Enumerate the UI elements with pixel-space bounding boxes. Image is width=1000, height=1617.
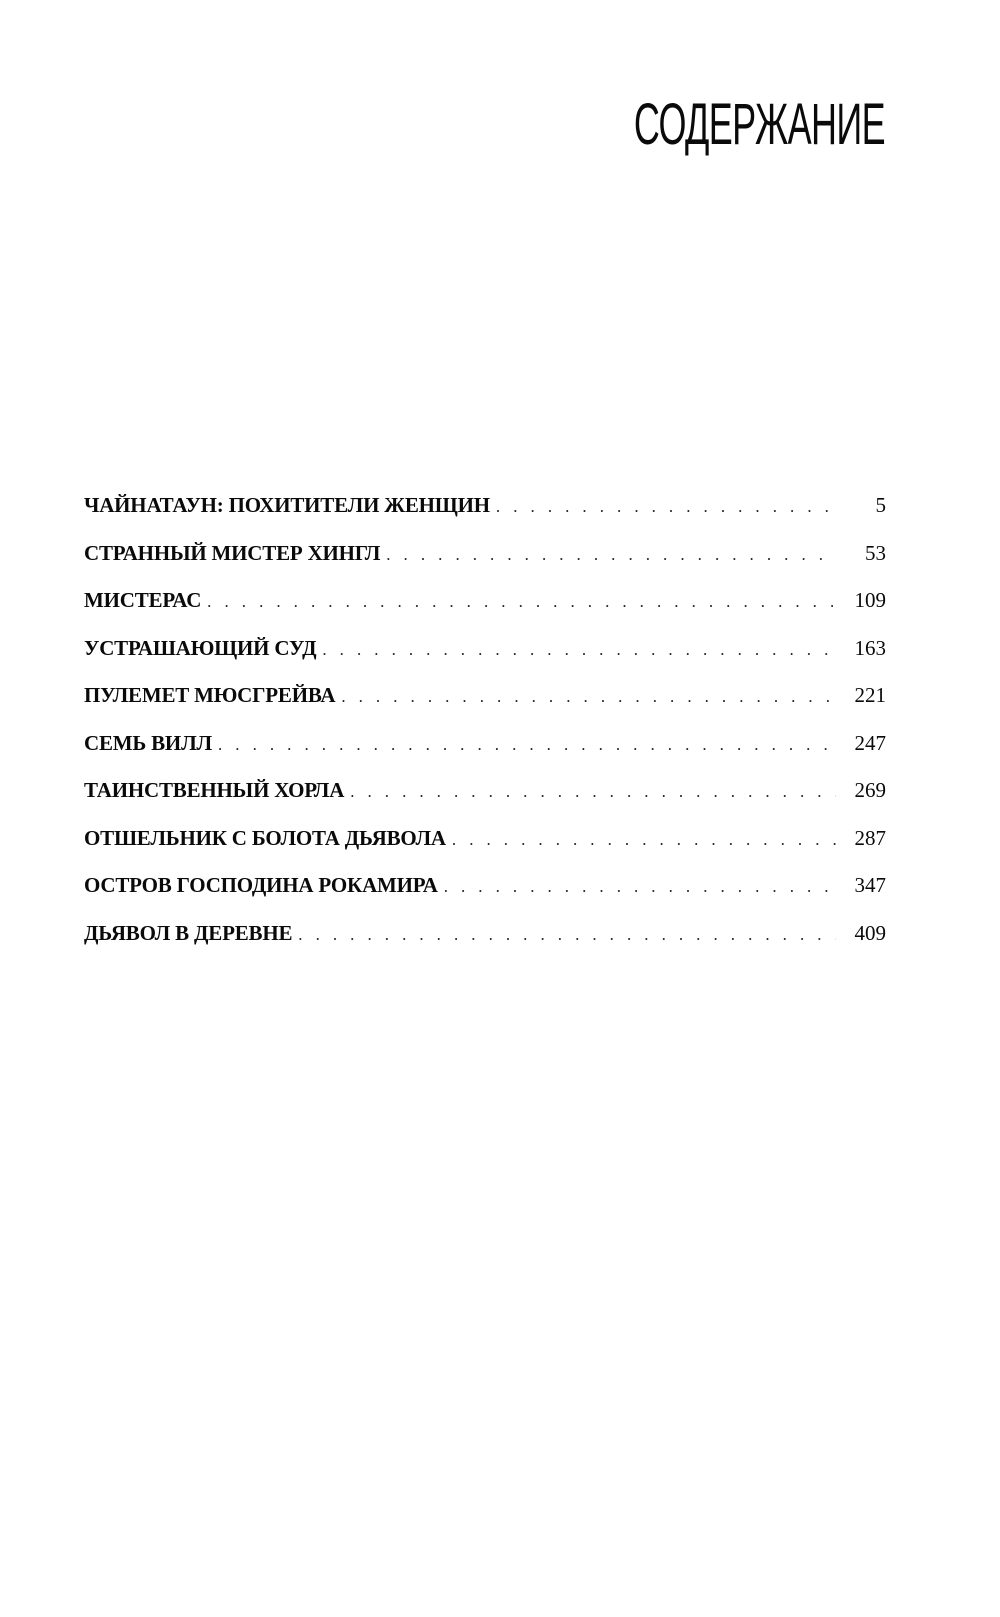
toc-entry-title: УСТРАШАЮЩИЙ СУД [84, 635, 317, 660]
toc-entry-title: ДЬЯВОЛ В ДЕРЕВНЕ [84, 920, 293, 945]
dot-leader [350, 779, 836, 805]
toc-entry [84, 872, 886, 920]
toc-entry-title: ОТШЕЛЬНИК С БОЛОТА ДЬЯВОЛА [84, 825, 446, 850]
toc-entry [84, 920, 886, 968]
dot-leader [207, 589, 836, 615]
dot-leader [452, 827, 836, 853]
toc-entry-title: ПУЛЕМЕТ МЮСГРЕЙВА [84, 683, 336, 707]
toc-entry-title: СЕМЬ ВИЛЛ [84, 730, 212, 755]
table-of-contents [84, 492, 886, 967]
dot-leader [322, 637, 836, 663]
dot-leader [444, 874, 836, 900]
toc-entry [84, 635, 886, 683]
toc-entry-page-number: 5 [875, 493, 886, 517]
toc-entry [84, 825, 886, 873]
toc-entry [84, 777, 886, 825]
toc-entry-title: ЧАЙНАТАУН: ПОХИТИТЕЛИ ЖЕНЩИН [84, 493, 490, 517]
toc-entry-page-number: 409 [854, 920, 886, 945]
toc-entry-page-number: 247 [854, 730, 886, 755]
toc-entry-title: ОСТРОВ ГОСПОДИНА РОКАМИРА [84, 873, 438, 897]
toc-entry-title: МИСТЕРАС [84, 588, 202, 612]
toc-entry-page-number: 53 [865, 540, 886, 565]
dot-leader [218, 732, 836, 758]
toc-entry-title: ТАИНСТВЕННЫЙ ХОРЛА [84, 778, 345, 802]
toc-entry [84, 540, 886, 588]
toc-entry [84, 587, 886, 635]
toc-entry-page-number: 347 [854, 873, 886, 897]
page-title: СОДЕРЖАНИЕ [633, 92, 885, 157]
dot-leader [298, 922, 836, 948]
toc-entry [84, 730, 886, 778]
dot-leader [341, 684, 836, 710]
toc-entry-page-number: 287 [854, 825, 886, 850]
toc-entry-page-number: 109 [854, 588, 886, 612]
toc-entry [84, 492, 886, 540]
toc-entry [84, 682, 886, 730]
toc-entry-page-number: 163 [854, 635, 886, 660]
dot-leader [496, 494, 836, 520]
toc-entry-page-number: 269 [854, 778, 886, 802]
toc-entry-page-number: 221 [854, 683, 886, 707]
toc-entry-title: СТРАННЫЙ МИСТЕР ХИНГЛ [84, 540, 381, 565]
dot-leader [386, 542, 836, 568]
